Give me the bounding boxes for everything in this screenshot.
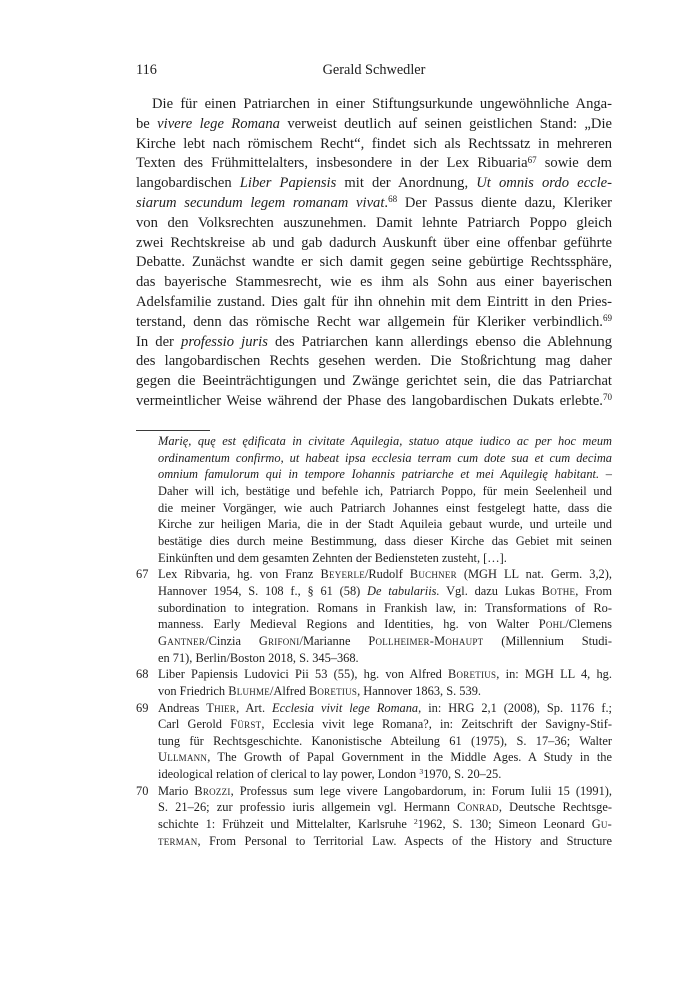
- small-caps-name: Gantner: [158, 633, 206, 648]
- text-run: /Rudolf: [364, 567, 410, 582]
- body-line: [136, 174, 612, 194]
- body-line: [136, 333, 612, 353]
- text-run: terstand, denn das römische Recht war allgemein für Kleriker verbindlich.: [136, 313, 603, 330]
- small-caps-name: Brozzi: [194, 783, 231, 798]
- text-run: (MGH LL nat. Germ. 3,2),: [456, 567, 612, 582]
- small-caps-name: Conrad: [457, 800, 499, 815]
- text-run: Texten des Frühmittelalters, insbesondere in der Lex Ribuaria: [136, 155, 528, 172]
- footnote-line: [158, 433, 612, 450]
- text-run: , From: [575, 583, 613, 598]
- body-line: [136, 392, 612, 412]
- text-run: das bayerische Stammesrecht, wie es ihm als Sohn aus einer bayerischen: [136, 274, 612, 291]
- footnote-line: [158, 799, 612, 816]
- small-caps-name: Pohl: [538, 617, 566, 632]
- footnote-line: [158, 716, 612, 733]
- body-line: [136, 135, 612, 155]
- footnote-reference: 2: [413, 817, 418, 827]
- text-run: .: [384, 194, 389, 211]
- running-head: [136, 61, 612, 79]
- italic-text: De tabulariis.: [367, 583, 440, 598]
- footnote-line: [158, 533, 612, 550]
- text-run: /Marianne: [299, 633, 369, 648]
- footnote-continuation: [136, 433, 612, 566]
- footnote-reference: 67: [527, 154, 537, 165]
- footnote-number: 69: [136, 700, 149, 715]
- body-line: [136, 352, 612, 372]
- text-run: von den Volksrechten auszunehmen. Damit lehnte Patriarch Poppo gleich: [136, 214, 612, 231]
- small-caps-name: Boretius: [448, 667, 497, 682]
- footnote-line: [158, 583, 612, 600]
- footnote-line: [158, 666, 612, 683]
- body-line: [136, 154, 612, 174]
- text-run: , Hannover 1863, S. 539.: [357, 683, 481, 698]
- text-run: Liber Papiensis Ludovici Pii 53 (55), hg. von Alfred: [158, 667, 449, 682]
- text-run: Adelsfamilie zustand. Dies galt für ihn ohnehin mit dem Eintritt in den Pries-: [136, 293, 612, 310]
- footnote-line: [158, 816, 612, 833]
- footnote-text: [158, 433, 612, 566]
- text-run: Der Passus diente dazu, Kleriker: [397, 194, 612, 211]
- text-run: tung für Rechtsgeschichte. Kanonistische Abteilung 61 (1975), S. 17–36; Walter: [158, 733, 612, 748]
- text-run: Vgl. dazu Lukas: [439, 583, 542, 598]
- text-run: Lex Ribvaria, hg. von Franz: [158, 567, 321, 582]
- footnote-line: [158, 550, 612, 567]
- footnote-68: [136, 666, 612, 699]
- small-caps-name: Thier: [206, 700, 237, 715]
- footnote-reference: 70: [602, 392, 612, 403]
- footnote-line: [158, 683, 612, 700]
- italic-text: vivere lege Romana: [157, 115, 280, 132]
- text-run: , From Personal to Territorial Law. Aspects of the History and Structure: [197, 833, 612, 848]
- footnote-line: [158, 633, 612, 650]
- footnote-line: [158, 650, 612, 667]
- text-run: Einkünften und dem gesamten Zehnten der Bediensteten zusteht, […].: [158, 550, 507, 565]
- footnote-text: [158, 783, 612, 850]
- text-run: Mario: [158, 783, 195, 798]
- running-head-author: Gerald Schwedler: [322, 62, 426, 78]
- italic-text: professio juris: [181, 333, 268, 350]
- italic-text: omnium famulorum qui in tempore Iohannis patriarche et mei Aquilegię habitant.: [158, 467, 600, 482]
- small-caps-name: Boretius: [308, 683, 358, 698]
- footnote-line: [158, 749, 612, 766]
- small-caps-name: terman: [158, 833, 198, 848]
- footnote-line: [158, 616, 612, 633]
- footnote-67: [136, 566, 612, 666]
- text-run: /Cinzia: [205, 633, 259, 648]
- footnote-text: [158, 566, 612, 666]
- footnote-reference: 69: [602, 313, 612, 324]
- small-caps-name: Beyerle: [320, 567, 365, 582]
- text-run: Andreas: [158, 700, 207, 715]
- body-line: [136, 293, 612, 313]
- footnote-reference: 68: [388, 194, 398, 205]
- text-run: , in: MGH LL 4, hg.: [496, 667, 612, 682]
- footnote-reference: 3: [419, 767, 424, 777]
- body-line: [136, 95, 612, 115]
- footnote-number: 70: [136, 783, 149, 798]
- text-run: 1970, S. 20–25.: [423, 767, 502, 782]
- footnote-line: [158, 600, 612, 617]
- small-caps-name: Fürst: [230, 717, 262, 732]
- body-line: [136, 194, 612, 214]
- text-run: /Clemens: [565, 617, 612, 632]
- footnote-line: [158, 566, 612, 583]
- italic-text: ordinamentum confirmo, ut habeat ipsa ecclesia terram cum dote sua et cum decima: [158, 450, 612, 465]
- text-run: sowie dem: [536, 155, 612, 172]
- body-line: [136, 214, 612, 234]
- footnote-line: [158, 500, 612, 517]
- footnote-line: [158, 783, 612, 800]
- footnote-line: [158, 833, 612, 850]
- text-run: subordination to integration. Romans in Frankish law, in: Transformations of Ro-: [158, 600, 612, 615]
- footnote-line: [158, 450, 612, 467]
- footnote-text: [158, 700, 612, 783]
- footnote-line: [158, 766, 612, 783]
- page-number: 116: [136, 62, 157, 78]
- footnote-separator-rule: [136, 430, 210, 431]
- body-line: [136, 372, 612, 392]
- footnote-69: [136, 700, 612, 783]
- text-run: von Friedrich: [158, 683, 229, 698]
- footnotes-section: [136, 433, 612, 849]
- footnote-text: [158, 666, 612, 699]
- text-run: Carl Gerold: [158, 717, 231, 732]
- footnote-line: [158, 466, 612, 483]
- text-run: Hannover 1954, S. 108 f., § 61 (58): [158, 583, 368, 598]
- footnote-line: [158, 483, 612, 500]
- body-line: [136, 273, 612, 293]
- text-run: , Deutsche Rechtsge-: [498, 800, 612, 815]
- text-run: des Patriarchen kann allerdings ebenso die Ablehnung: [267, 333, 613, 350]
- footnote-number: 68: [136, 667, 149, 682]
- small-caps-name: Buchner: [409, 567, 457, 582]
- italic-text: Liber Papiensis: [239, 175, 337, 192]
- footnote-line: [158, 700, 612, 717]
- italic-text: siarum secundum legem romanam vivat: [136, 194, 385, 211]
- text-run: , Professus sum lege vivere Langobardorum, in: Forum Iulii 15 (1991),: [230, 783, 612, 798]
- text-run: die meiner Vorgänger, wie auch Patriarch Johannes einst festgelegt hatte, dass die: [158, 500, 612, 515]
- small-caps-name: Grifoni: [258, 633, 300, 648]
- italic-text: Marię, quę est ędificata in civitate Aquilegia, statuo atque iudico ac per hoc meum: [158, 434, 612, 448]
- main-text-paragraph: [136, 95, 612, 412]
- text-run: Die für einen Patriarchen in einer Stiftungsurkunde ungewöhnliche Anga-: [152, 96, 612, 112]
- text-run: , Art.: [236, 700, 273, 715]
- text-run: langobardischen: [136, 175, 240, 192]
- text-run: vermeintlicher Weise während der Phase des langobardischen Dukats erlebte.: [136, 392, 603, 409]
- text-run: en 71), Berlin/Boston 2018, S. 345–368.: [158, 650, 359, 665]
- text-run: mit der Anordnung,: [336, 175, 477, 192]
- text-run: zwei Rechtskreise ab und gab dadurch Auskunft über eine offenbar geführte: [136, 234, 612, 251]
- footnote-70: [136, 783, 612, 850]
- small-caps-name: Gu-: [591, 817, 613, 832]
- footnote-line: [158, 516, 612, 533]
- text-run: , Ecclesia vivit lege Romana?, in: Zeitschrift der Savigny-Stif-: [261, 717, 612, 732]
- text-run: 1962, S. 130; Simeon Leonard: [417, 817, 592, 832]
- text-run: –: [599, 467, 613, 482]
- body-line: [136, 313, 612, 333]
- body-line: [136, 234, 612, 254]
- small-caps-name: Pollheimer-Mohaupt: [368, 633, 484, 648]
- text-run: , in: HRG 2,1 (2008), Sp. 1176 f.;: [418, 700, 612, 715]
- text-run: des langobardischen Rechts gesehen werden. Die Stoßrichtung mag daher: [136, 353, 612, 370]
- text-run: schichte 1: Frühzeit und Mittelalter, Karlsruhe: [158, 817, 414, 832]
- text-run: S. 21–26; zur professio iuris allgemein vgl. Hermann: [158, 800, 458, 815]
- small-caps-name: Bothe: [541, 583, 576, 598]
- italic-text: Ecclesia vivit lege Romana: [272, 700, 419, 715]
- body-line: [136, 115, 612, 135]
- text-run: (Millennium Studi-: [483, 633, 612, 648]
- text-run: /Alfred: [269, 683, 309, 698]
- text-run: Kirche zur heiligen Maria, die in der Stadt Aquileia gebaut wurde, und urteile und: [158, 517, 612, 532]
- text-run: In der: [136, 333, 182, 350]
- text-run: gegen die Beeinträchtigungen und Zwänge gerichtet sein, die das Patriarchat: [136, 373, 612, 390]
- text-run: , The Growth of Papal Government in the Middle Ages. A Study in the: [207, 750, 612, 765]
- body-line: [136, 253, 612, 273]
- text-run: bestätige dies durch meine Bestimmung, dass dieser Kirche das Gebiet mit seinen: [158, 533, 612, 548]
- small-caps-name: Bluhme: [228, 683, 270, 698]
- text-run: verweist deutlich auf seinen geistlichen Stand: „Die: [279, 115, 612, 132]
- text-run: Debatte. Zunächst wandte er sich damit gegen seine gebürtige Rechtssphäre,: [136, 254, 612, 271]
- italic-text: Ut omnis ordo eccle-: [476, 175, 612, 192]
- small-caps-name: Ullmann: [158, 750, 208, 765]
- text-run: Daher will ich, bestätige und befehle ich, Patriarch Poppo, für mein Seelenheil und: [158, 483, 612, 498]
- text-run: Kirche lebt nach römischem Recht“, findet sich als Rechtssatz in mehreren: [136, 135, 612, 152]
- text-run: manness. Early Medieval Regions and Identities, hg. von Walter: [158, 617, 539, 632]
- footnote-line: [158, 733, 612, 750]
- text-run: be: [136, 115, 158, 132]
- text-run: ideological relation of clerical to lay power, London: [158, 767, 420, 782]
- footnote-number: 67: [136, 567, 149, 582]
